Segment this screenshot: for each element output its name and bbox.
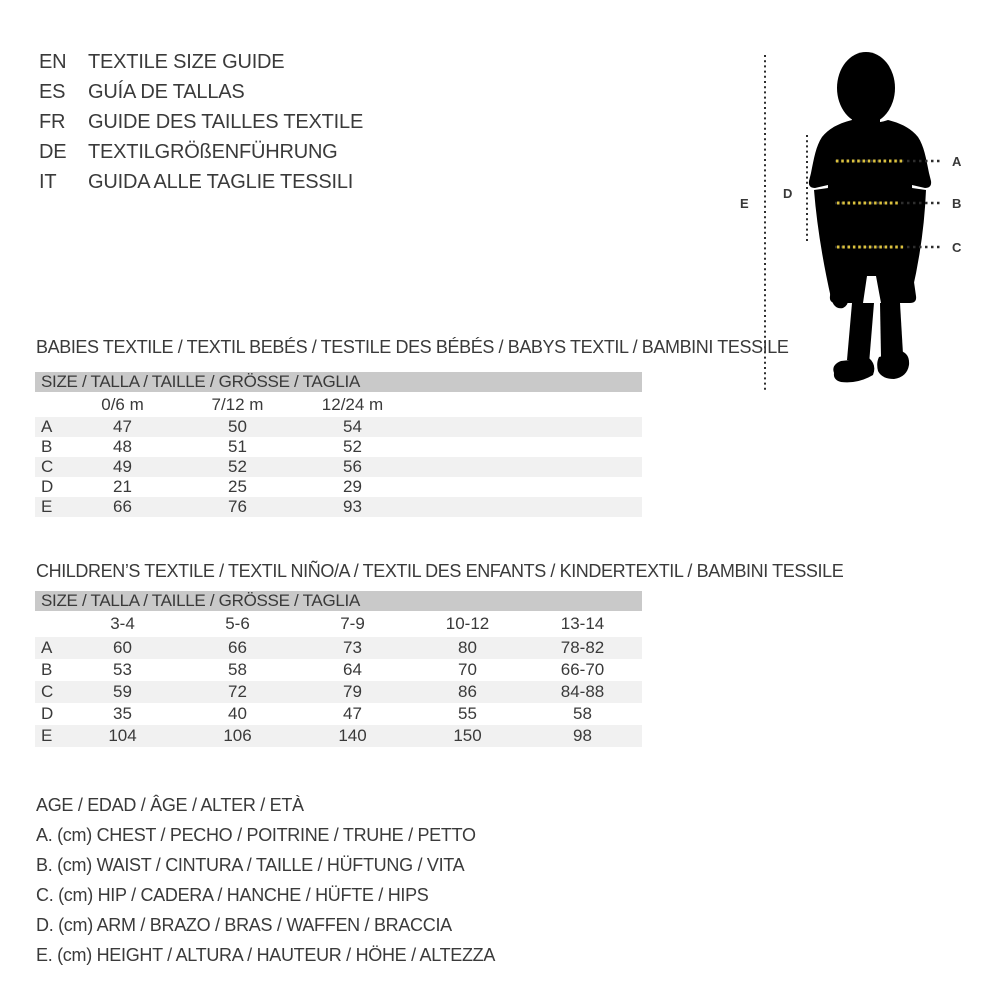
table-cell: 50 bbox=[228, 417, 247, 436]
column-header-row bbox=[35, 392, 642, 417]
table-cell: 40 bbox=[228, 704, 247, 723]
height-label: E bbox=[740, 196, 749, 211]
row-label: B bbox=[41, 660, 53, 679]
row-label: C bbox=[41, 457, 54, 476]
column-header: 10-12 bbox=[445, 614, 490, 633]
table-cell: 21 bbox=[113, 477, 132, 496]
row-label: D bbox=[41, 477, 54, 496]
row-label: E bbox=[41, 497, 53, 516]
table-cell: 59 bbox=[113, 682, 132, 701]
children-size-table bbox=[35, 591, 642, 747]
arm-label: D bbox=[783, 186, 793, 201]
language-row bbox=[39, 167, 363, 197]
table-cell: 80 bbox=[458, 638, 477, 657]
language-row bbox=[39, 137, 363, 167]
table-cell: 29 bbox=[343, 477, 362, 496]
column-header-row bbox=[35, 611, 642, 637]
table-row bbox=[35, 725, 642, 747]
table-cell: 58 bbox=[573, 704, 592, 723]
table-cell: 60 bbox=[113, 638, 132, 657]
babies-section-heading: BABIES TEXTILE / TEXTIL BEBÉS / TESTILE DES BÉBÉS / BABYS TEXTIL / BAMBINI TESSILE bbox=[36, 337, 789, 357]
table-cell: 78-82 bbox=[560, 638, 605, 657]
child-silhouette-icon bbox=[809, 52, 931, 382]
size-header-bar: SIZE / TALLA / TAILLE / GRÖSSE / TAGLIA bbox=[35, 372, 642, 392]
table-cell: 150 bbox=[453, 726, 482, 745]
table-row bbox=[35, 477, 642, 497]
row-label: A bbox=[41, 638, 53, 657]
language-code: FR bbox=[39, 111, 66, 133]
legend-arm-line: D. (cm) ARM / BRAZO / BRAS / WAFFEN / BRACCIA bbox=[36, 915, 452, 935]
row-label: B bbox=[41, 437, 53, 456]
language-code: DE bbox=[39, 141, 67, 163]
language-code: EN bbox=[39, 51, 67, 73]
language-row bbox=[39, 47, 363, 77]
table-cell: 48 bbox=[113, 437, 132, 456]
table-cell: 54 bbox=[343, 417, 362, 436]
table-cell: 66 bbox=[228, 638, 247, 657]
table-cell: 79 bbox=[343, 682, 362, 701]
column-header: 0/6 m bbox=[101, 395, 144, 414]
legend-age-line: AGE / EDAD / ÂGE / ALTER / ETÀ bbox=[36, 795, 304, 815]
language-code: IT bbox=[39, 171, 57, 193]
column-header: 5-6 bbox=[225, 614, 250, 633]
table-row bbox=[35, 703, 642, 725]
chest-label: A bbox=[952, 154, 962, 169]
table-row bbox=[35, 497, 642, 517]
language-title: GUIDE DES TAILLES TEXTILE bbox=[88, 111, 364, 133]
legend-waist-line: B. (cm) WAIST / CINTURA / TAILLE / HÜFTUNG / VITA bbox=[36, 855, 465, 875]
table-cell: 140 bbox=[338, 726, 367, 745]
table-row bbox=[35, 417, 642, 437]
table-cell: 47 bbox=[343, 704, 362, 723]
table-cell: 86 bbox=[458, 682, 477, 701]
language-title-list bbox=[39, 47, 363, 197]
table-cell: 70 bbox=[458, 660, 477, 679]
row-label: A bbox=[41, 417, 53, 436]
row-label: C bbox=[41, 682, 54, 701]
table-cell: 49 bbox=[113, 457, 132, 476]
column-header: 3-4 bbox=[110, 614, 135, 633]
language-row bbox=[39, 107, 363, 137]
table-cell: 66 bbox=[113, 497, 132, 516]
legend-chest-line: A. (cm) CHEST / PECHO / POITRINE / TRUHE / PETTO bbox=[36, 825, 476, 845]
table-cell: 56 bbox=[343, 457, 362, 476]
measurement-legend bbox=[36, 790, 495, 970]
table-cell: 47 bbox=[113, 417, 132, 436]
table-row bbox=[35, 659, 642, 681]
table-cell: 58 bbox=[228, 660, 247, 679]
table-cell: 52 bbox=[343, 437, 362, 456]
table-row bbox=[35, 637, 642, 659]
table-cell: 52 bbox=[228, 457, 247, 476]
language-row bbox=[39, 77, 363, 107]
table-cell: 72 bbox=[228, 682, 247, 701]
row-label: D bbox=[41, 704, 54, 723]
table-cell: 53 bbox=[113, 660, 132, 679]
language-title: TEXTILE SIZE GUIDE bbox=[88, 51, 285, 73]
table-cell: 73 bbox=[343, 638, 362, 657]
column-header: 7-9 bbox=[340, 614, 365, 633]
column-header: 7/12 m bbox=[211, 395, 264, 414]
table-cell: 25 bbox=[228, 477, 247, 496]
table-cell: 76 bbox=[228, 497, 247, 516]
column-header: 12/24 m bbox=[321, 395, 384, 414]
language-title: TEXTILGRÖßENFÜHRUNG bbox=[88, 141, 338, 163]
language-title: GUIDA ALLE TAGLIE TESSILI bbox=[88, 171, 354, 193]
legend-height-line: E. (cm) HEIGHT / ALTURA / HAUTEUR / HÖHE / ALTEZZA bbox=[36, 945, 496, 965]
table-row bbox=[35, 457, 642, 477]
table-row bbox=[35, 681, 642, 703]
size-header-bar: SIZE / TALLA / TAILLE / GRÖSSE / TAGLIA bbox=[35, 591, 642, 611]
table-row bbox=[35, 437, 642, 457]
table-cell: 35 bbox=[113, 704, 132, 723]
waist-label: B bbox=[952, 196, 962, 211]
table-cell: 98 bbox=[573, 726, 592, 745]
table-cell: 93 bbox=[343, 497, 362, 516]
language-title: GUÍA DE TALLAS bbox=[88, 81, 245, 103]
table-cell: 55 bbox=[458, 704, 477, 723]
table-cell: 66-70 bbox=[560, 660, 605, 679]
table-cell: 64 bbox=[343, 660, 362, 679]
column-header: 13-14 bbox=[560, 614, 605, 633]
table-cell: 51 bbox=[228, 437, 247, 456]
hip-label: C bbox=[952, 240, 962, 255]
language-code: ES bbox=[39, 81, 66, 103]
table-cell: 106 bbox=[223, 726, 252, 745]
legend-hip-line: C. (cm) HIP / CADERA / HANCHE / HÜFTE / HIPS bbox=[36, 885, 429, 905]
babies-size-table bbox=[35, 372, 642, 517]
children-section-heading: CHILDREN’S TEXTILE / TEXTIL NIÑO/A / TEXTIL DES ENFANTS / KINDERTEXTIL / BAMBINI TESSILE bbox=[36, 561, 844, 581]
row-label: E bbox=[41, 726, 53, 745]
table-cell: 104 bbox=[108, 726, 137, 745]
table-cell: 84-88 bbox=[560, 682, 605, 701]
